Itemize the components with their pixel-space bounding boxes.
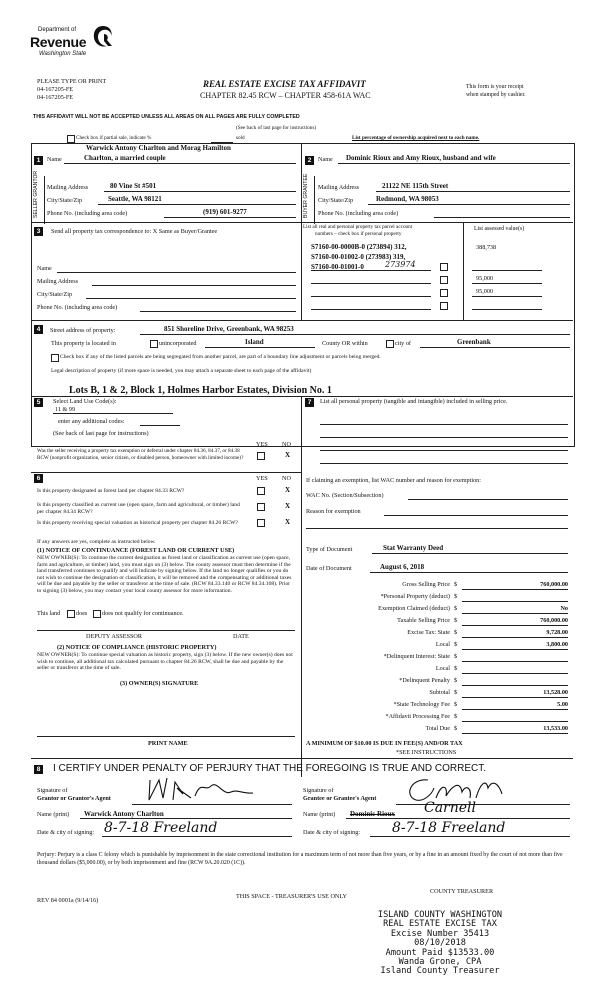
owner-signature-label: (3) OWNER(S) SIGNATURE: [120, 680, 199, 687]
tax-row-label: Local: [435, 665, 450, 672]
tax-row-label: Taxable Selling Price: [397, 617, 450, 624]
tax-row-label: Gross Selling Price: [402, 581, 450, 588]
exemption-reason-label: Reason for exemption: [306, 508, 361, 515]
ownership-pct-note: List percentage of ownership acquired next to each name.: [352, 135, 480, 141]
grantor-date-city-label: Date & city of signing:: [37, 829, 95, 836]
tax-row: [306, 638, 572, 650]
tax-row-label: Exemption Claimed (deduct): [378, 605, 450, 612]
grantee-name-handwritten: Carnell: [424, 800, 477, 816]
historic-yes-checkbox[interactable]: [257, 519, 265, 527]
assessed-value-3: 95,000: [476, 288, 494, 295]
segregated-checkbox[interactable]: [51, 354, 59, 362]
tax-row-label: *State Technology Fee: [393, 701, 450, 708]
grantor-sig-label-1: Signature of: [37, 787, 68, 794]
seller-name-line1: Warwick Antony Charlton and Morag Hamilton: [86, 144, 231, 152]
s3-name-label: Name: [37, 265, 52, 272]
grantee-date-city-label: Date & city of signing:: [303, 829, 361, 836]
tax-row: [306, 674, 572, 686]
seller-city-label: City/State/Zip: [47, 197, 83, 204]
tax-row: [306, 686, 572, 698]
historic-no-answer: X: [285, 518, 291, 526]
section-6-marker: 6: [34, 474, 43, 483]
tax-row-value: 5.00: [557, 701, 568, 708]
tax-row-value: 13,528.00: [543, 689, 568, 696]
unincorporated-checkbox[interactable]: [150, 340, 158, 348]
receipt-note-2: when stamped by cashier.: [466, 92, 526, 98]
current-use-no-answer: X: [285, 502, 291, 510]
doc-type: Stat Warranty Deed: [383, 544, 444, 552]
perjury-notice: Perjury: Perjury is a class C felony which is punishable by imprisonment in the state correctional institution for a maximum term of not more than five years, or by a fine in an amount fixed by the court of not more than five thousand dollars ($5,000.00), or by both imprisonment and fine (RCW 9A.20.020 (1C)).: [37, 852, 563, 866]
seller-city: Seattle, WA 98121: [108, 195, 162, 203]
doc-type-label: Type of Document: [306, 546, 353, 553]
s3-city-label: City/State/Zip: [37, 291, 73, 298]
additional-codes-label: enter any additional codes:: [58, 418, 125, 425]
s5-see-back: (See back of last page for instructions): [53, 430, 149, 437]
certify-statement: I CERTIFY UNDER PENALTY OF PERJURY THAT THE FOREGOING IS TRUE AND CORRECT.: [53, 763, 487, 774]
legal-description: Lots B, 1 & 2, Block 1, Holmes Harbor Estates, Division No. 1: [69, 385, 332, 396]
deputy-assessor-label: DEPUTY ASSESSOR: [86, 633, 142, 640]
notice-continuance-body: NEW OWNER(S): To continue the current designation as forest land or classification as current use (open space, farm and agriculture, or timber) land, you must sign on (3) below. The county assessor must then determine if the land transferred continues to qualify and will indicate by signing below. If the land no longer qualifies or you do not wish to continue the designation or classification, it will be removed and the compensating or additional taxes will be due and payable by the seller or transferor at the time of sale. (RCW 84.33.140 or RCW 84.34.108). Prior to signing (3) below, you may contact your local county assessor for more information.: [37, 555, 292, 594]
unincorporated-label: unincorporated: [159, 340, 197, 347]
tax-table: [306, 578, 572, 750]
parcel-2-personal-checkbox[interactable]: [440, 276, 448, 284]
notice-compliance-title: (2) NOTICE OF COMPLIANCE (HISTORIC PROPERTY): [57, 644, 217, 651]
dor-logo: [30, 24, 100, 68]
grantee-sig-label-1: Signature of: [303, 787, 334, 794]
notice-continuance-title: (1) NOTICE OF CONTINUANCE (FOREST LAND OR CURRENT USE): [37, 547, 235, 554]
tax-row-currency: $: [454, 605, 458, 612]
parcel-4-personal-checkbox[interactable]: [440, 302, 448, 310]
parcel-1-personal-checkbox[interactable]: [440, 263, 448, 271]
tax-row: [306, 722, 572, 734]
current-use-yes-checkbox[interactable]: [257, 503, 265, 511]
s3-phone-label: Phone No. (including area code): [37, 304, 118, 311]
street-address: 851 Shoreline Drive, Greenbank, WA 98253: [164, 325, 294, 333]
s5-no-header: NO: [282, 441, 291, 448]
section-1-marker: 1: [34, 156, 43, 165]
parcel-3-handwritten: 273974: [385, 260, 416, 269]
buyer-name-label: Name: [318, 156, 333, 163]
county-value: Island: [245, 338, 264, 346]
dor-swoosh-icon: [92, 24, 114, 50]
tax-row-value: 13,533.00: [543, 725, 568, 732]
tax-row-currency: $: [454, 629, 458, 636]
city-of-label: city of: [395, 340, 411, 347]
parcel-header-1: List all real and personal property tax parcel account: [303, 224, 413, 230]
tax-row-currency: $: [454, 593, 458, 600]
buyer-mailing-label: Mailing Address: [318, 184, 360, 191]
tax-row-label: *Delinquent Penalty: [399, 677, 450, 684]
this-land-label: This land: [37, 610, 61, 617]
forest-land-no-answer: X: [285, 486, 291, 494]
grantee-sig-label-2: Grantee or Grantee's Agent: [303, 795, 377, 802]
tax-row-value: 3,800.00: [546, 641, 568, 648]
land-use-codes: 11 & 99: [55, 406, 76, 413]
grantor-date-city: 8-7-18 Freeland: [104, 820, 218, 836]
tax-row: [306, 662, 572, 674]
seller-name-label: Name: [47, 156, 62, 163]
parcel-2: S7160-00-01002-0 (273983) 319,: [311, 253, 406, 261]
county-treasurer-label: COUNTY TREASURER: [430, 888, 494, 895]
section-7-marker: 7: [305, 398, 314, 407]
seller-mailing-label: Mailing Address: [47, 184, 89, 191]
grantor-sig-label-2: Grantor or Grantor's Agent: [37, 795, 111, 802]
tax-row-currency: $: [454, 725, 458, 732]
tax-row-label: *Affidavit Processing Fee: [385, 713, 450, 720]
does-not-label: does not qualify for continuance.: [102, 610, 184, 617]
logo-state: Washington State: [39, 51, 87, 57]
form-title: REAL ESTATE EXCISE TAX AFFIDAVIT: [203, 79, 366, 89]
tax-row-currency: $: [454, 701, 458, 708]
stamp-line: REAL ESTATE EXCISE TAX: [383, 919, 497, 930]
s6-yes-header: YES: [256, 475, 268, 482]
send-tax-correspondence: Send all property tax correspondence to: X Same as Buyer/Grantee: [51, 228, 218, 235]
print-name-label: PRINT NAME: [148, 740, 188, 747]
s5-yes-header: YES: [256, 441, 268, 448]
doc-date: August 6, 2018: [380, 563, 425, 571]
tax-row-value: 760,000.00: [540, 581, 568, 588]
located-in-label: This property is located in: [51, 340, 116, 347]
land-does-checkbox[interactable]: [67, 610, 75, 618]
exemption-no-answer: X: [285, 451, 291, 459]
sold-label: sold: [236, 135, 245, 141]
tax-row-currency: $: [454, 677, 458, 684]
stamp-line: Wanda Grone, CPA: [398, 957, 482, 968]
tax-row: [306, 602, 572, 614]
tax-row-value: 760,000.00: [540, 617, 568, 624]
buyer-name: Dominic Rioux and Amy Rioux, husband and wife: [346, 154, 496, 162]
rev-form-number: REV 84 0001a (9/14/16): [37, 897, 99, 904]
does-label: does: [76, 610, 88, 617]
grantor-name: Warwick Antony Charlton: [84, 810, 164, 818]
grantor-name-label: Name (print): [37, 811, 70, 818]
tax-row-currency: $: [454, 713, 458, 720]
tax-row: [306, 698, 572, 710]
seller-phone: (919) 601-9277: [203, 208, 247, 216]
receipt-note-1: This form is your receipt: [466, 84, 524, 90]
treasurer-space-label: THIS SPACE - TREASURER'S USE ONLY: [236, 893, 348, 900]
land-does-not-checkbox[interactable]: [93, 610, 101, 618]
treasurer-stamp: [350, 911, 530, 977]
warning-text: THIS AFFIDAVIT WILL NOT BE ACCEPTED UNLESS ALL AREAS ON ALL PAGES ARE FULLY COMPLETED: [33, 114, 300, 120]
s3-mailing-label: Mailing Address: [37, 278, 79, 285]
partial-sale-label: Check box if partial sale, indicate %: [76, 135, 152, 141]
buyer-city-label: City/State/Zip: [318, 197, 354, 204]
seller-mailing: 80 Vine St #501: [110, 182, 157, 190]
legal-description-label: Legal description of property (if more space is needed, you may attach a separate sheet to each page of the affidavit): [51, 368, 312, 374]
grantee-name-struck: Dominic Rioux: [350, 810, 395, 818]
please-type: PLEASE TYPE OR PRINT: [37, 78, 107, 85]
stamp-line: ISLAND COUNTY WASHINGTON: [377, 910, 503, 920]
tax-row-label: Local: [435, 641, 450, 648]
form-number-2: 04-167205-FE: [37, 94, 74, 101]
section-4-marker: 4: [34, 325, 43, 334]
if-yes-instructions: If any answers are yes, complete as instructed below.: [37, 539, 156, 545]
assessed-value-2: 95,000: [476, 275, 494, 282]
county-or-within-label: County OR within: [322, 340, 368, 347]
form-subtitle: CHAPTER 82.45 RCW – CHAPTER 458-61A WAC: [200, 91, 371, 100]
s6-no-header: NO: [282, 475, 291, 482]
section-8-marker: 8: [34, 765, 43, 774]
forest-land-yes-checkbox[interactable]: [257, 487, 265, 495]
tax-row-currency: $: [454, 617, 458, 624]
tax-row: [306, 626, 572, 638]
seller-name-line2: Charlton, a married couple: [84, 154, 166, 162]
tax-row-value: 9,728.00: [546, 629, 568, 636]
logo-name: Revenue: [30, 34, 87, 50]
buyer-side-label: BUYER GRANTEE: [303, 173, 309, 218]
doc-date-label: Date of Document: [306, 565, 352, 572]
assessed-header: List assessed value(s): [474, 226, 525, 232]
stamp-line: Excise Number 35413: [390, 928, 490, 939]
personal-property-label: List all personal property (tangible and intangible) included in selling price.: [320, 398, 508, 405]
buyer-mailing: 21122 NE 115th Street: [382, 182, 449, 190]
stamp-line: Amount Paid $13533.00: [385, 947, 495, 958]
segregated-label: Check box if any of the listed parcels are being segregated from another parcel, are part of a boundary line adjustment or parcels being merged.: [60, 354, 381, 360]
assessor-date-label: DATE: [233, 633, 249, 640]
forest-land-question: Is this property designated as forest land per chapter 84.33 RCW?: [37, 488, 185, 494]
tax-row: [306, 590, 572, 602]
current-use-question: Is this property classified as current use (open space, farm and agricultural, or timber) land per chapter 84.34 RCW?: [37, 502, 240, 515]
tax-row-label: Total Due: [425, 725, 450, 732]
minimum-due-note: A MINIMUM OF $10.00 IS DUE IN FEE(S) AND/OR TAX: [306, 740, 463, 747]
tax-row-label: Subtotal: [429, 689, 450, 696]
tax-row-currency: $: [454, 581, 458, 588]
stamp-line: Island County Treasurer: [380, 966, 500, 977]
exemption-question: Was the seller receiving a property tax exemption or deferral under chapter 84.36, 84.37, or 84.38 RCW (nonprofit organization, senior citizen, or disabled person, homeowner with limited income)?: [37, 448, 244, 461]
logo-dept: Department of: [38, 27, 77, 33]
tax-row-currency: $: [454, 641, 458, 648]
tax-row: [306, 614, 572, 626]
tax-row: [306, 650, 572, 662]
wac-number-label: WAC No. (Section/Subsection): [306, 492, 384, 499]
seller-side-label: SELLER GRANTOR: [33, 170, 39, 218]
buyer-phone-label: Phone No. (including area code): [318, 210, 399, 217]
section-2-marker: 2: [305, 156, 314, 165]
historic-question: Is this property receiving special valuation as historical property per chapter 84.26 RCW?: [37, 520, 238, 526]
street-label: Street address of property:: [50, 327, 116, 334]
tax-row-currency: $: [454, 665, 458, 672]
city-value: Greenbank: [457, 338, 491, 346]
see-back-instructions: (See back of last page for instructions): [236, 125, 317, 131]
tax-row-currency: $: [454, 689, 458, 696]
seller-phone-label: Phone No. (including area code): [47, 210, 128, 217]
tax-row-label: *Delinquent Interest: State: [383, 653, 450, 660]
assessed-value-1: 388,738: [476, 244, 497, 251]
notice-compliance-body: NEW OWNER(S): To continue special valuation as historic property, sign (3) below. If the new owner(s) does not wish to continue, all additional tax calculated pursuant to chapter 84.26 RCW, shall be due and payable by the seller or transferor at the time of sale.: [37, 652, 293, 672]
form-number-1: 04-167205-FE: [37, 86, 74, 93]
parcel-1: S7160-00-0000B-0 (273894) 312,: [311, 243, 407, 251]
within-city-checkbox[interactable]: [386, 340, 394, 348]
exemption-yes-checkbox[interactable]: [257, 452, 265, 460]
grantee-name-label: Name (print): [303, 811, 336, 818]
tax-row-label: *Personal Property (deduct): [380, 593, 450, 600]
tax-row-currency: $: [454, 653, 458, 660]
grantor-signature: [145, 774, 265, 804]
parcel-header-2: numbers – check box if personal property: [315, 231, 402, 237]
parcel-3-personal-checkbox[interactable]: [440, 289, 448, 297]
section-5-marker: 5: [34, 398, 43, 407]
select-land-use-label: Select Land Use Code(s):: [53, 398, 117, 405]
tax-row: [306, 710, 572, 722]
see-instructions-note: *SEE INSTRUCTIONS: [396, 749, 457, 756]
section-3-marker: 3: [34, 227, 43, 236]
tax-row: [306, 578, 572, 590]
parcel-3: S7160-00-01001-0: [311, 263, 364, 271]
wac-claim-label: If claiming an exemption, list WAC number and reason for exemption:: [306, 477, 481, 484]
buyer-city: Redmond, WA 98053: [376, 195, 439, 203]
grantee-date-city: 8-7-18 Freeland: [392, 820, 506, 836]
stamp-line: 08/10/2018: [414, 938, 466, 949]
tax-row-value: No: [560, 605, 568, 612]
tax-row-label: Excise Tax: State: [407, 629, 450, 636]
partial-sale-checkbox[interactable]: [67, 135, 75, 143]
